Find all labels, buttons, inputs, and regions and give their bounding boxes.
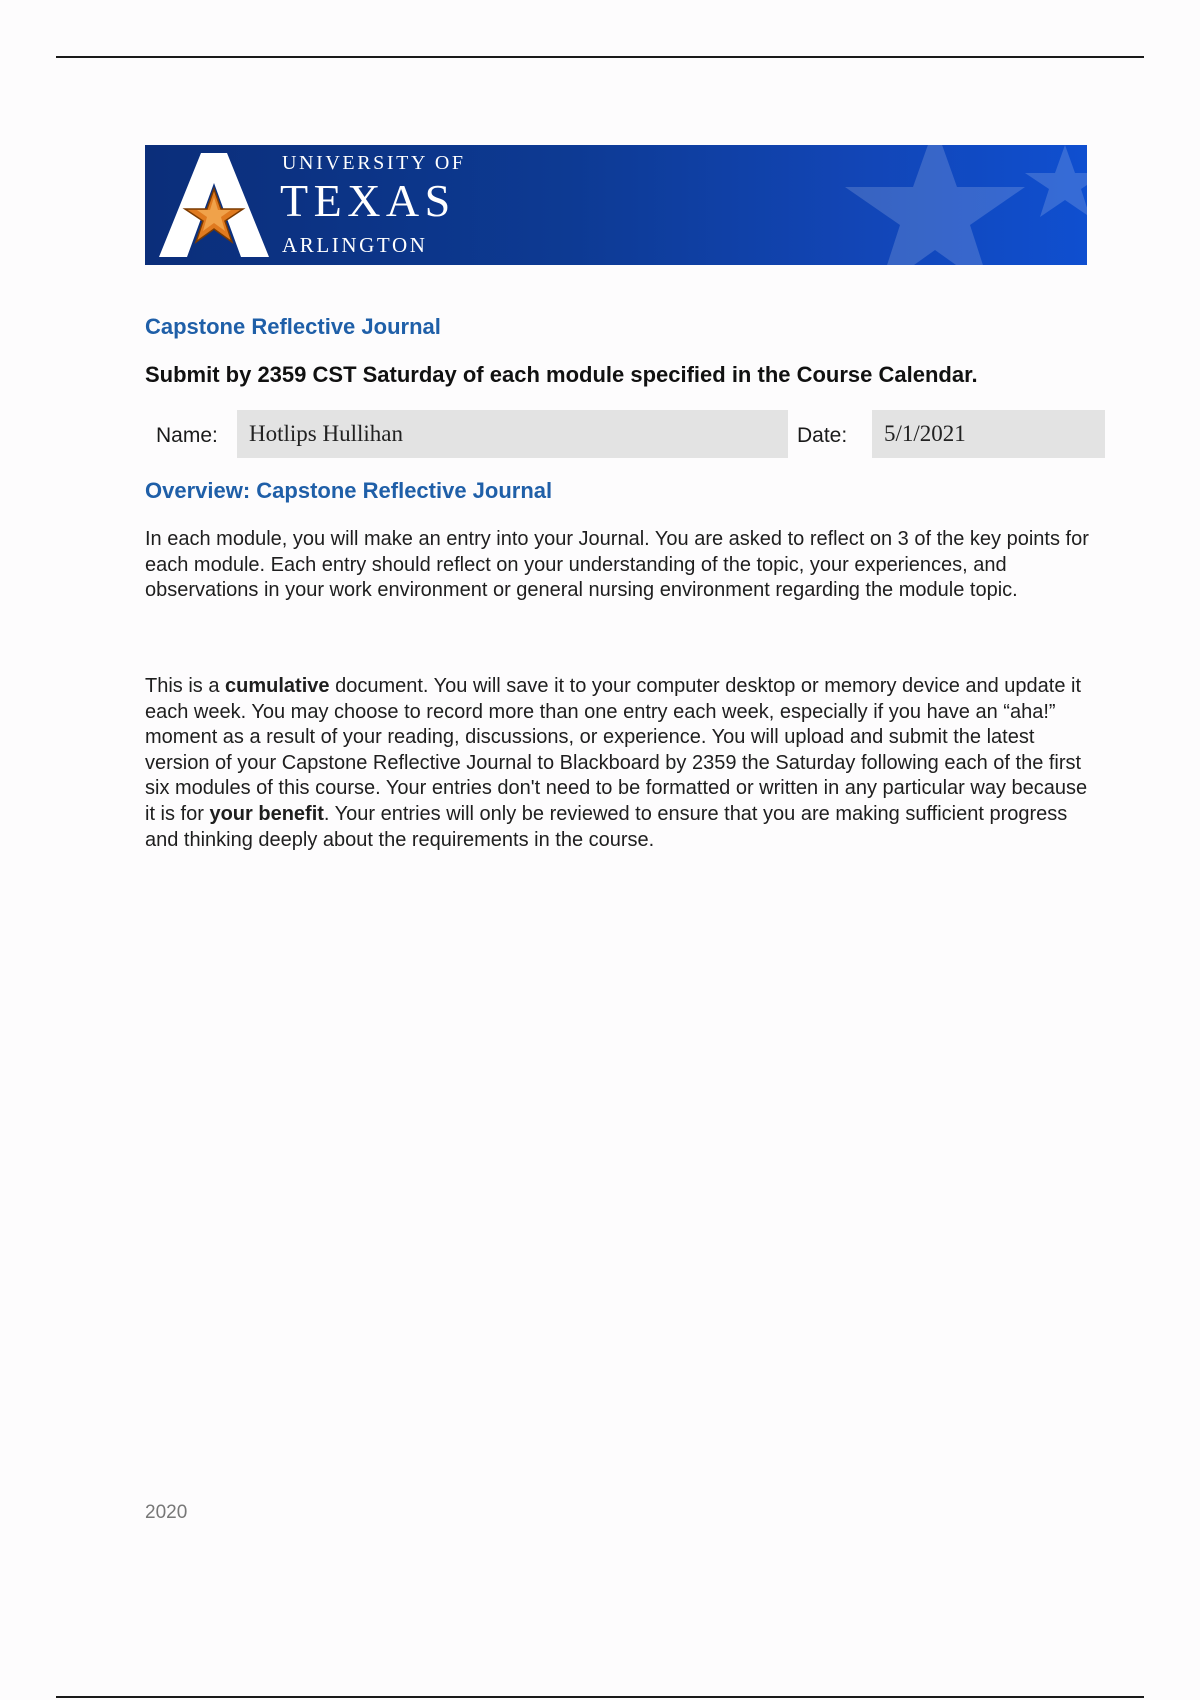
paragraph-text: document. You will save it to your computer desktop or memory device and update it each week. You may choose to record more than one entry each week, especially if you have an “aha!” moment as a result of your reading, discussions, or experience. You will upload and submit the latest version of your Capstone Reflective Journal to Blackboard by 2359 the Saturday following each of the first six modules of this course. Your entries don't need to be formatted or written in any particular way because it is for bbox=[145, 675, 1088, 825]
overview-paragraph-2 bbox=[145, 674, 1090, 853]
uta-star-a-logo-icon bbox=[159, 153, 269, 257]
cumulative-emphasis: cumulative bbox=[225, 675, 330, 697]
paragraph-text: . Your entries will only be reviewed to ensure that you are making sufficient progress and thinking deeply about the requirements in the course. bbox=[145, 802, 1068, 851]
overview-paragraph-1: In each module, you will make an entry into your Journal. You are asked to reflect on 3 of the key points for each module. Each entry should reflect on your understanding of the topic, your experiences, and observations in your work environment or general nursing environment regarding the module topic. bbox=[145, 528, 1089, 602]
page-title: Capstone Reflective Journal bbox=[145, 314, 441, 339]
top-rule bbox=[56, 56, 1144, 58]
university-of-text: UNIVERSITY OF bbox=[282, 152, 466, 174]
university-banner bbox=[145, 145, 1087, 265]
overview-heading: Overview: Capstone Reflective Journal bbox=[145, 478, 553, 503]
texas-text: TEXAS bbox=[280, 175, 456, 226]
footer-year: 2020 bbox=[145, 1502, 188, 1523]
bottom-rule bbox=[56, 1696, 1144, 1698]
banner-star-watermark-icon bbox=[765, 145, 1087, 265]
name-field[interactable]: Hotlips Hullihan bbox=[237, 410, 788, 458]
name-label: Name: bbox=[156, 424, 218, 447]
your-benefit-emphasis: your benefit bbox=[209, 802, 324, 825]
date-label: Date: bbox=[797, 424, 848, 447]
submit-note: Submit by 2359 CST Saturday of each module specified in the Course Calendar. bbox=[145, 362, 978, 387]
date-field[interactable]: 5/1/2021 bbox=[872, 410, 1105, 458]
arlington-text: ARLINGTON bbox=[282, 233, 428, 257]
paragraph-text: This is a bbox=[145, 675, 226, 697]
